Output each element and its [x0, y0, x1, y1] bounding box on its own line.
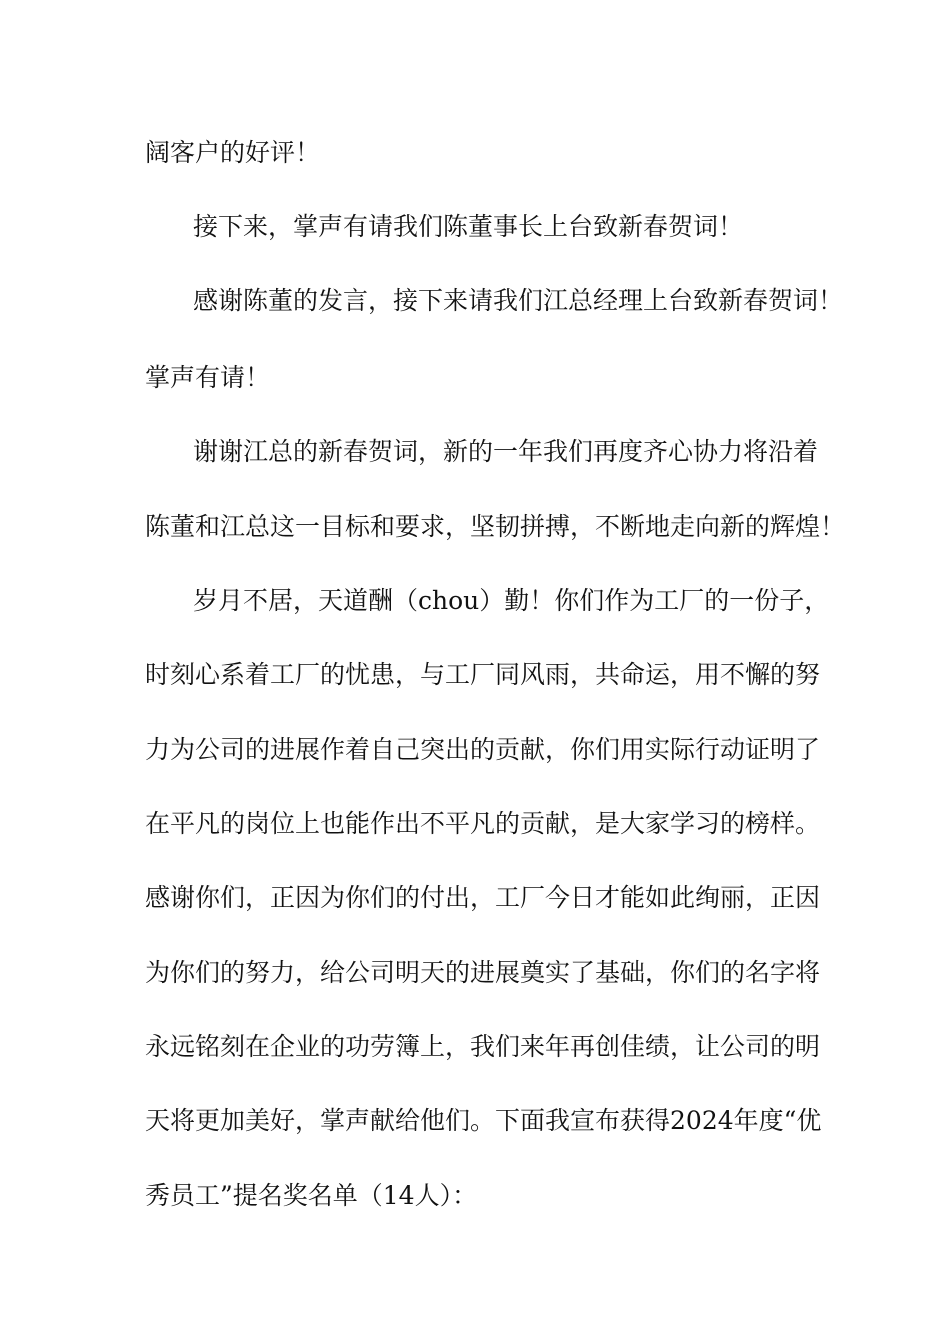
text-line: 感谢你们，正因为你们的付出，工厂今日才能如此绚丽，正因	[145, 883, 821, 912]
text-line: 掌声有请！	[145, 363, 271, 392]
text-line: 感谢陈董的发言，接下来请我们江总经理上台致新春贺词！	[193, 286, 844, 315]
text-line: 时刻心系着工厂的忧患，与工厂同风雨，共命运，用不懈的努	[145, 660, 821, 689]
text-line: 秀员工”提名奖名单（14人）：	[145, 1181, 478, 1210]
text-line: 为你们的努力，给公司明天的进展奠实了基础，你们的名字将	[145, 958, 821, 987]
text-line: 阔客户的好评！	[145, 138, 321, 167]
text-line: 永远铭刻在企业的功劳簿上，我们来年再创佳绩，让公司的明	[145, 1032, 821, 1061]
text-line: 在平凡的岗位上也能作出不平凡的贡献，是大家学习的榜样。	[145, 809, 821, 838]
text-line: 谢谢江总的新春贺词，新的一年我们再度齐心协力将沿着	[193, 437, 819, 466]
text-line: 陈董和江总这一目标和要求，坚韧拼搏，不断地走向新的辉煌！	[145, 512, 846, 541]
text-line: 天将更加美好，掌声献给他们。下面我宣布获得2024年度“优	[145, 1106, 822, 1135]
text-line: 岁月不居，天道酬（chou）勤！你们作为工厂的一份子，	[193, 586, 830, 615]
text-line: 力为公司的进展作着自己突出的贡献，你们用实际行动证明了	[145, 735, 821, 764]
text-line: 接下来，掌声有请我们陈董事长上台致新春贺词！	[193, 212, 744, 241]
